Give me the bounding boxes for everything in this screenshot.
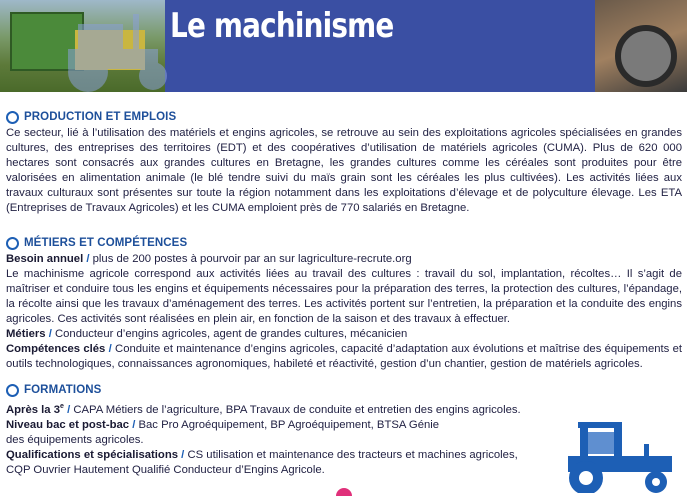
header-banner xyxy=(0,0,687,92)
competences-line: Compétences clés / Conduite et maintenance d’engins agricoles, capacité d’adaptation aux évolutions et maîtrise des équipements et outils technologiques, connaissances agronomiques, habileté et réactivité, gestion d’un chantier, gestion de matériels agricoles. xyxy=(6,343,682,370)
competences-text: Conduite et maintenance d’engins agricoles, capacité d’adaptation aux évolutions et maîtrise des équipements et outils technologiques, connaissances agronomiques, habileté et réactivité, gestion d’un chantier, gestion de matériels agricoles. xyxy=(6,343,682,370)
bac-text-1: Bac Pro Agroéquipement, BP Agroéquipement, BTSA Génie xyxy=(138,418,440,431)
production-paragraph: Ce secteur, lié à l’utilisation des matériels et engins agricoles, se retrouve au sein des exploitations agricoles spécialisées en grandes cultures, des entreprises des territoires (EDT) et des coopératives d’utilisation de matériels agricoles (CUMA). Plus de 620 000 hectares sont consacrés aux grandes cultures en Bretagne, les grandes cultures comme les céréales sont produites pour être valorisées en alimentation animale (le blé tendre suivi du maïs grain sont les céréales les plus cultivées). Les activités liées aux travaux culturaux sont présentes sur toute la région notamment dans les exploitations d’élevage et de polyculture élevage. Les ETA (Entreprises de Travaux Agricoles) et les CUMA emploient près de 770 salariés en Bretagne. xyxy=(6,127,682,214)
apres3-line: Après la 3e / CAPA Métiers de l’agriculture, BPA Travaux de conduite et entretien des engins agricoles. xyxy=(6,403,521,416)
section-formations-header xyxy=(6,381,682,399)
qualif-line: Qualifications et spécialisations / CS utilisation et maintenance des tracteurs et machines agricoles, CQP Ouvrier Hautement Qualifié Conducteur d’Engins Agricole. xyxy=(6,448,682,478)
page-title: Le machinisme xyxy=(170,6,394,46)
section-metiers xyxy=(6,234,682,372)
bac-text-2: des équipements agricoles. xyxy=(6,433,144,446)
metiers-label: Métiers xyxy=(6,328,46,340)
qualif-text-1: CS utilisation et maintenance des tracteurs et machines agricoles, xyxy=(187,448,518,461)
section-title: PRODUCTION ET EMPLOIS xyxy=(24,111,177,123)
apres3-label: Après la 3e xyxy=(6,403,64,416)
apres3-text: CAPA Métiers de l’agriculture, BPA Travaux de conduite et entretien des engins agricoles. xyxy=(73,403,521,416)
circle-bullet-icon xyxy=(6,111,19,124)
tractor-icon xyxy=(58,4,178,92)
section-title: MÉTIERS ET COMPÉTENCES xyxy=(24,237,188,249)
circle-bullet-icon xyxy=(6,384,19,397)
tractor-icon xyxy=(548,418,680,493)
competences-label: Compétences clés xyxy=(6,343,106,355)
besoin-text: plus de 200 postes à pourvoir par an sur lagriculture-recrute.org xyxy=(92,253,412,265)
bac-label: Niveau bac et post-bac xyxy=(6,418,130,431)
metiers-line: Métiers / Conducteur d’engins agricoles, agent de grandes cultures, mécanicien xyxy=(6,328,408,340)
besoin-line: Besoin annuel / plus de 200 postes à pourvoir par an sur lagriculture-recrute.org xyxy=(6,253,412,265)
besoin-label: Besoin annuel xyxy=(6,253,84,265)
page-marker xyxy=(336,488,352,496)
section-production-header xyxy=(6,108,682,126)
qualif-label: Qualifications et spécialisations xyxy=(6,448,179,461)
bac-line: Niveau bac et post-bac / Bac Pro Agroéquipement, BP Agroéquipement, BTSA Génie des équipements agricoles. xyxy=(6,418,682,448)
qualif-text-2: CQP Ouvrier Hautement Qualifié Conducteur d’Engins Agricole. xyxy=(6,463,325,476)
section-title: FORMATIONS xyxy=(24,384,102,396)
circle-bullet-icon xyxy=(6,237,19,250)
section-metiers-header xyxy=(6,234,682,252)
metiers-description: Le machinisme agricole correspond aux activités liées au travail des cultures : travail du sol, implantation, récoltes… Il s’agit de maîtriser et conduire tous les engins et équipements nécessaires pour la préparation des terres, la protection des cultures, l’épandage, la récolte ainsi que les travaux d’aménagement des terres. Les activités portent sur l’entretien, la préparation et la conduite des engins agricoles. Ces activités sont réalisées en plein air, en fonction de la saison et des travaux à effectuer. xyxy=(6,268,682,325)
section-production-body xyxy=(6,126,682,225)
tractor-photo xyxy=(595,0,687,92)
metiers-text: Conducteur d’engins agricoles, agent de grandes cultures, mécanicien xyxy=(54,328,408,340)
